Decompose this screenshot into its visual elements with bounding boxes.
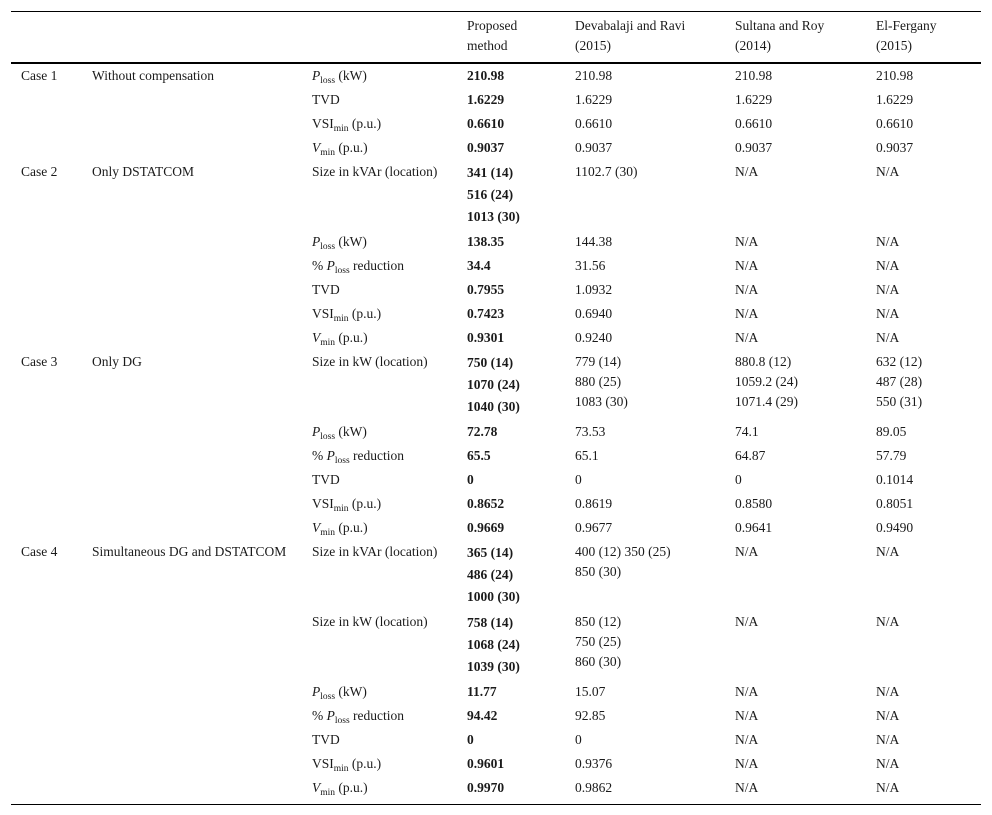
cell-value: 0.7955 (467, 282, 505, 297)
case-description: Simultaneous DG and DSTATCOM (92, 544, 287, 559)
cell-value: N/A (735, 330, 759, 345)
cell-value: 89.05 (876, 424, 907, 439)
cell-value: 880.8 (12) 1059.2 (24) 1071.4 (29) (735, 354, 798, 409)
cell-value: N/A (876, 708, 900, 723)
cell-value: 0.7423 (467, 306, 505, 321)
cell-value: N/A (876, 614, 900, 629)
table-body (11, 63, 981, 805)
cell-value: 0.9240 (575, 330, 613, 345)
param-vmin: $V_{min}$ (p.u.) (312, 140, 368, 158)
param-ploss: $P_{loss}$ (kW) (312, 68, 367, 86)
cell-value: 57.79 (876, 448, 907, 463)
header-sultana: Sultana and Roy (2014) (735, 18, 825, 53)
cell-value: N/A (876, 306, 900, 321)
table-row (11, 540, 981, 610)
case-label: Case 4 (21, 544, 58, 559)
cell-value: 0.9601 (467, 756, 505, 771)
table-header (11, 12, 981, 64)
cell-value: N/A (876, 234, 900, 249)
param-size-kvar: Size in kVAr (location) (312, 544, 438, 559)
cell-value: 758 (14) 1068 (24) 1039 (30) (467, 615, 520, 674)
cell-value: N/A (735, 614, 759, 629)
table-row (11, 63, 981, 88)
cell-value: 0.9037 (735, 140, 773, 155)
header-empty-1 (11, 12, 82, 64)
cell-value: N/A (876, 732, 900, 747)
cell-value: 0.9037 (575, 140, 613, 155)
cell-value: 779 (14) 880 (25) 1083 (30) (575, 354, 628, 409)
param-ploss: $P_{loss}$ (kW) (312, 234, 367, 252)
param-vmin: $V_{min}$ (p.u.) (312, 330, 368, 348)
cell-value: N/A (735, 732, 759, 747)
cell-value: N/A (735, 708, 759, 723)
cell-value: 15.07 (575, 684, 606, 699)
cell-value: 0.9037 (467, 140, 505, 155)
cell-value: 0 (575, 732, 582, 747)
cell-value: 64.87 (735, 448, 766, 463)
comparison-table (11, 11, 981, 805)
cell-value: 11.77 (467, 684, 497, 699)
case-label: Case 3 (21, 354, 58, 369)
cell-value: N/A (876, 544, 900, 559)
cell-value: 0.9862 (575, 780, 613, 795)
param-pct-ploss: % $P_{loss}$ reduction (312, 708, 405, 726)
cell-value: N/A (876, 258, 900, 273)
cell-value: 0.6610 (467, 116, 505, 131)
cell-value: 0.6610 (876, 116, 914, 131)
param-ploss: $P_{loss}$ (kW) (312, 424, 367, 442)
cell-value: 73.53 (575, 424, 606, 439)
cell-value: 210.98 (467, 68, 505, 83)
param-size-kw: Size in kW (location) (312, 614, 428, 629)
comparison-table-container (11, 11, 981, 805)
param-size-kw: Size in kW (location) (312, 354, 428, 369)
cell-value: N/A (735, 544, 759, 559)
cell-value: 0.9669 (467, 520, 505, 535)
cell-value: 1102.7 (30) (575, 164, 638, 179)
case-description: Only DG (92, 354, 142, 369)
cell-value: 400 (12) 350 (25) 850 (30) (575, 544, 671, 579)
cell-value: 750 (14) 1070 (24) 1040 (30) (467, 355, 520, 414)
table-row (11, 160, 981, 230)
param-ploss: $P_{loss}$ (kW) (312, 684, 367, 702)
param-vsi: $VSI_{min}$ (p.u.) (312, 496, 382, 514)
param-vsi: $VSI_{min}$ (p.u.) (312, 756, 382, 774)
case-description: Without compensation (92, 68, 215, 83)
cell-value: 72.78 (467, 424, 498, 439)
cell-value: 0.9677 (575, 520, 613, 535)
cell-value: 0 (575, 472, 582, 487)
cell-value: 365 (14) 486 (24) 1000 (30) (467, 545, 520, 604)
cell-value: 210.98 (735, 68, 773, 83)
cell-value: N/A (735, 282, 759, 297)
cell-value: 0.9490 (876, 520, 914, 535)
param-vsi: $VSI_{min}$ (p.u.) (312, 306, 382, 324)
param-pct-ploss: % $P_{loss}$ reduction (312, 448, 405, 466)
cell-value: 1.0932 (575, 282, 613, 297)
cell-value: 1.6229 (876, 92, 914, 107)
cell-value: 1.6229 (467, 92, 505, 107)
cell-value: N/A (735, 234, 759, 249)
cell-value: 34.4 (467, 258, 491, 273)
cell-value: 94.42 (467, 708, 498, 723)
cell-value: 0.6610 (735, 116, 773, 131)
cell-value: 341 (14) 516 (24) 1013 (30) (467, 165, 520, 224)
cell-value: N/A (735, 306, 759, 321)
cell-value: 1.6229 (575, 92, 613, 107)
cell-value: 1.6229 (735, 92, 773, 107)
header-row (11, 12, 981, 64)
cell-value: 0.9037 (876, 140, 914, 155)
cell-value: 65.5 (467, 448, 491, 463)
cell-value: 0.9301 (467, 330, 505, 345)
cell-value: 92.85 (575, 708, 606, 723)
cell-value: 0 (467, 472, 474, 487)
header-proposed: Proposed method (467, 18, 518, 53)
case-label: Case 1 (21, 68, 58, 83)
cell-value: N/A (876, 684, 900, 699)
cell-value: N/A (876, 756, 900, 771)
param-pct-ploss: % $P_{loss}$ reduction (312, 258, 405, 276)
cell-value: 144.38 (575, 234, 613, 249)
cell-value: 0.8051 (876, 496, 914, 511)
cell-value: N/A (876, 164, 900, 179)
cell-value: N/A (735, 258, 759, 273)
cell-value: 850 (12) 750 (25) 860 (30) (575, 614, 622, 669)
cell-value: N/A (735, 164, 759, 179)
cell-value: 0.9641 (735, 520, 773, 535)
cell-value: N/A (735, 684, 759, 699)
param-tvd: TVD (312, 282, 340, 297)
cell-value: 0 (467, 732, 474, 747)
param-size-kvar: Size in kVAr (location) (312, 164, 438, 179)
param-tvd: TVD (312, 472, 340, 487)
param-vmin: $V_{min}$ (p.u.) (312, 780, 368, 798)
cell-value: 0.9376 (575, 756, 613, 771)
header-devabalaji: Devabalaji and Ravi (2015) (575, 18, 686, 53)
param-tvd: TVD (312, 732, 340, 747)
cell-value: N/A (876, 282, 900, 297)
cell-value: 0.6940 (575, 306, 613, 321)
cell-value: 74.1 (735, 424, 759, 439)
cell-value: 65.1 (575, 448, 599, 463)
cell-value: N/A (876, 330, 900, 345)
param-vmin: $V_{min}$ (p.u.) (312, 520, 368, 538)
cell-value: 0 (735, 472, 742, 487)
cell-value: 210.98 (876, 68, 914, 83)
cell-value: N/A (735, 756, 759, 771)
case-label: Case 2 (21, 164, 58, 179)
cell-value: N/A (735, 780, 759, 795)
table-row (11, 350, 981, 420)
param-vsi: $VSI_{min}$ (p.u.) (312, 116, 382, 134)
header-elfergany: El-Fergany (2015) (876, 18, 937, 53)
case-description: Only DSTATCOM (92, 164, 195, 179)
cell-value: 31.56 (575, 258, 606, 273)
cell-value: 138.35 (467, 234, 505, 249)
cell-value: 0.8652 (467, 496, 505, 511)
cell-value: 210.98 (575, 68, 613, 83)
cell-value: N/A (876, 780, 900, 795)
cell-value: 0.8580 (735, 496, 773, 511)
cell-value: 0.6610 (575, 116, 613, 131)
cell-value: 0.8619 (575, 496, 613, 511)
param-tvd: TVD (312, 92, 340, 107)
header-empty-3 (302, 12, 457, 64)
cell-value: 632 (12) 487 (28) 550 (31) (876, 354, 923, 409)
header-empty-2 (82, 12, 302, 64)
cell-value: 0.9970 (467, 780, 505, 795)
cell-value: 0.1014 (876, 472, 914, 487)
